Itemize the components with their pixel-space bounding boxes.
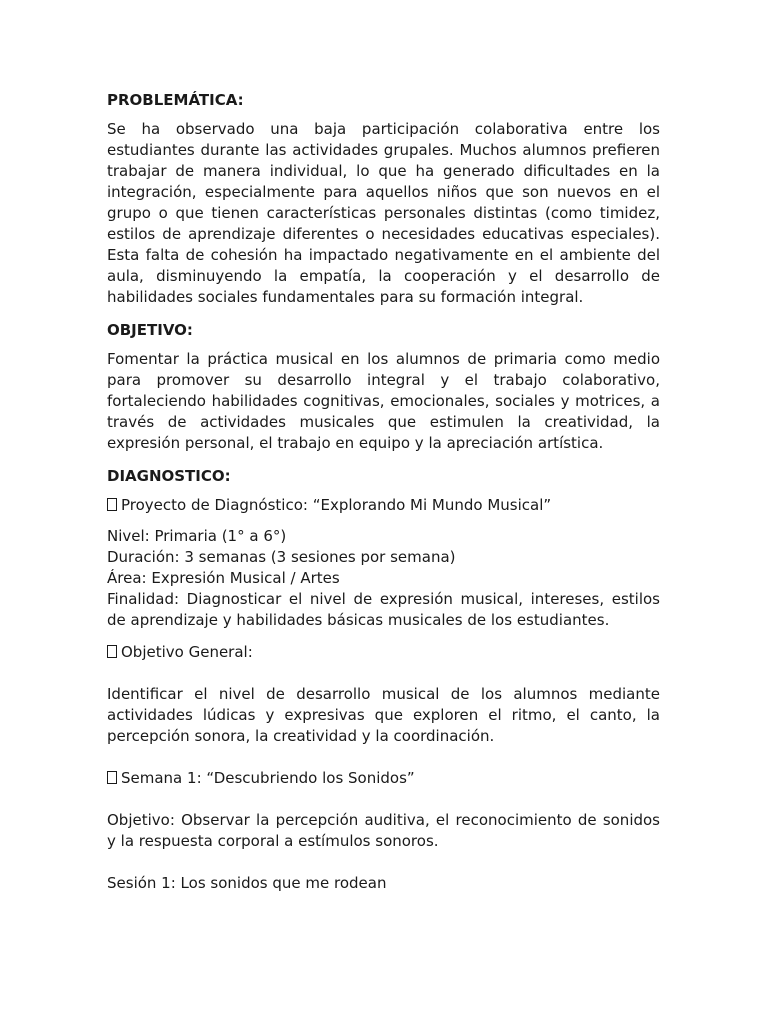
objetivo-general-text: Identificar el nivel de desarrollo musical de los alumnos mediante actividades lúdicas y expresivas que exploren el ritmo, el canto, la percepción sonora, la creatividad y la coordinación.	[107, 685, 660, 745]
missing-glyph-icon	[107, 498, 117, 511]
problematica-heading: PROBLEMÁTICA:	[107, 91, 244, 109]
objetivo-paragraph: Fomentar la práctica musical en los alumnos de primaria como medio para promover su desarrollo integral y el trabajo colaborativo, fortaleciendo habilidades cognitivas, emocionales, sociales y motrices, a través de actividades musicales que estimulen la creatividad, la expresión personal, el trabajo en equipo y la apreciación artística.	[107, 350, 660, 452]
spacer	[107, 747, 660, 768]
finalidad-line: Finalidad: Diagnosticar el nivel de expresión musical, intereses, estilos de aprendizaje y habilidades básicas musicales de los estudiantes.	[107, 590, 660, 629]
document-page	[107, 88, 660, 894]
nivel-line: Nivel: Primaria (1° a 6°)	[107, 527, 287, 545]
semana1-objetivo: Objetivo: Observar la percepción auditiva, el reconocimiento de sonidos y la respuesta corporal a estímulos sonoros.	[107, 811, 660, 850]
missing-glyph-icon	[107, 771, 117, 784]
spacer	[107, 789, 660, 810]
missing-glyph-icon	[107, 645, 117, 658]
project-details	[107, 526, 660, 631]
spacer	[107, 663, 660, 684]
semana1-label-line	[107, 768, 660, 789]
project-title-text: Proyecto de Diagnóstico: “Explorando Mi Mundo Musical”	[121, 496, 552, 514]
objetivo-general-label-line	[107, 642, 660, 663]
duracion-line: Duración: 3 semanas (3 sesiones por semana)	[107, 548, 456, 566]
diagnostico-heading: DIAGNOSTICO:	[107, 467, 231, 485]
objetivo-heading: OBJETIVO:	[107, 321, 193, 339]
project-title-line	[107, 495, 660, 516]
semana1-label: Semana 1: “Descubriendo los Sonidos”	[121, 769, 415, 787]
sesion1-line: Sesión 1: Los sonidos que me rodean	[107, 874, 387, 892]
spacer	[107, 852, 660, 873]
problematica-paragraph: Se ha observado una baja participación colaborativa entre los estudiantes durante las actividades grupales. Muchos alumnos prefieren trabajar de manera individual, lo que ha generado dificultades en la integración, especialmente para aquellos niños que son nuevos en el grupo o que tienen características personales distintas (como timidez, estilos de aprendizaje diferentes o necesidades educativas especiales). Esta falta de cohesión ha impactado negativamente en el ambiente del aula, disminuyendo la empatía, la cooperación y el desarrollo de habilidades sociales fundamentales para su formación integral.	[107, 120, 660, 306]
area-line: Área: Expresión Musical / Artes	[107, 569, 340, 587]
objetivo-general-label: Objetivo General:	[121, 643, 253, 661]
